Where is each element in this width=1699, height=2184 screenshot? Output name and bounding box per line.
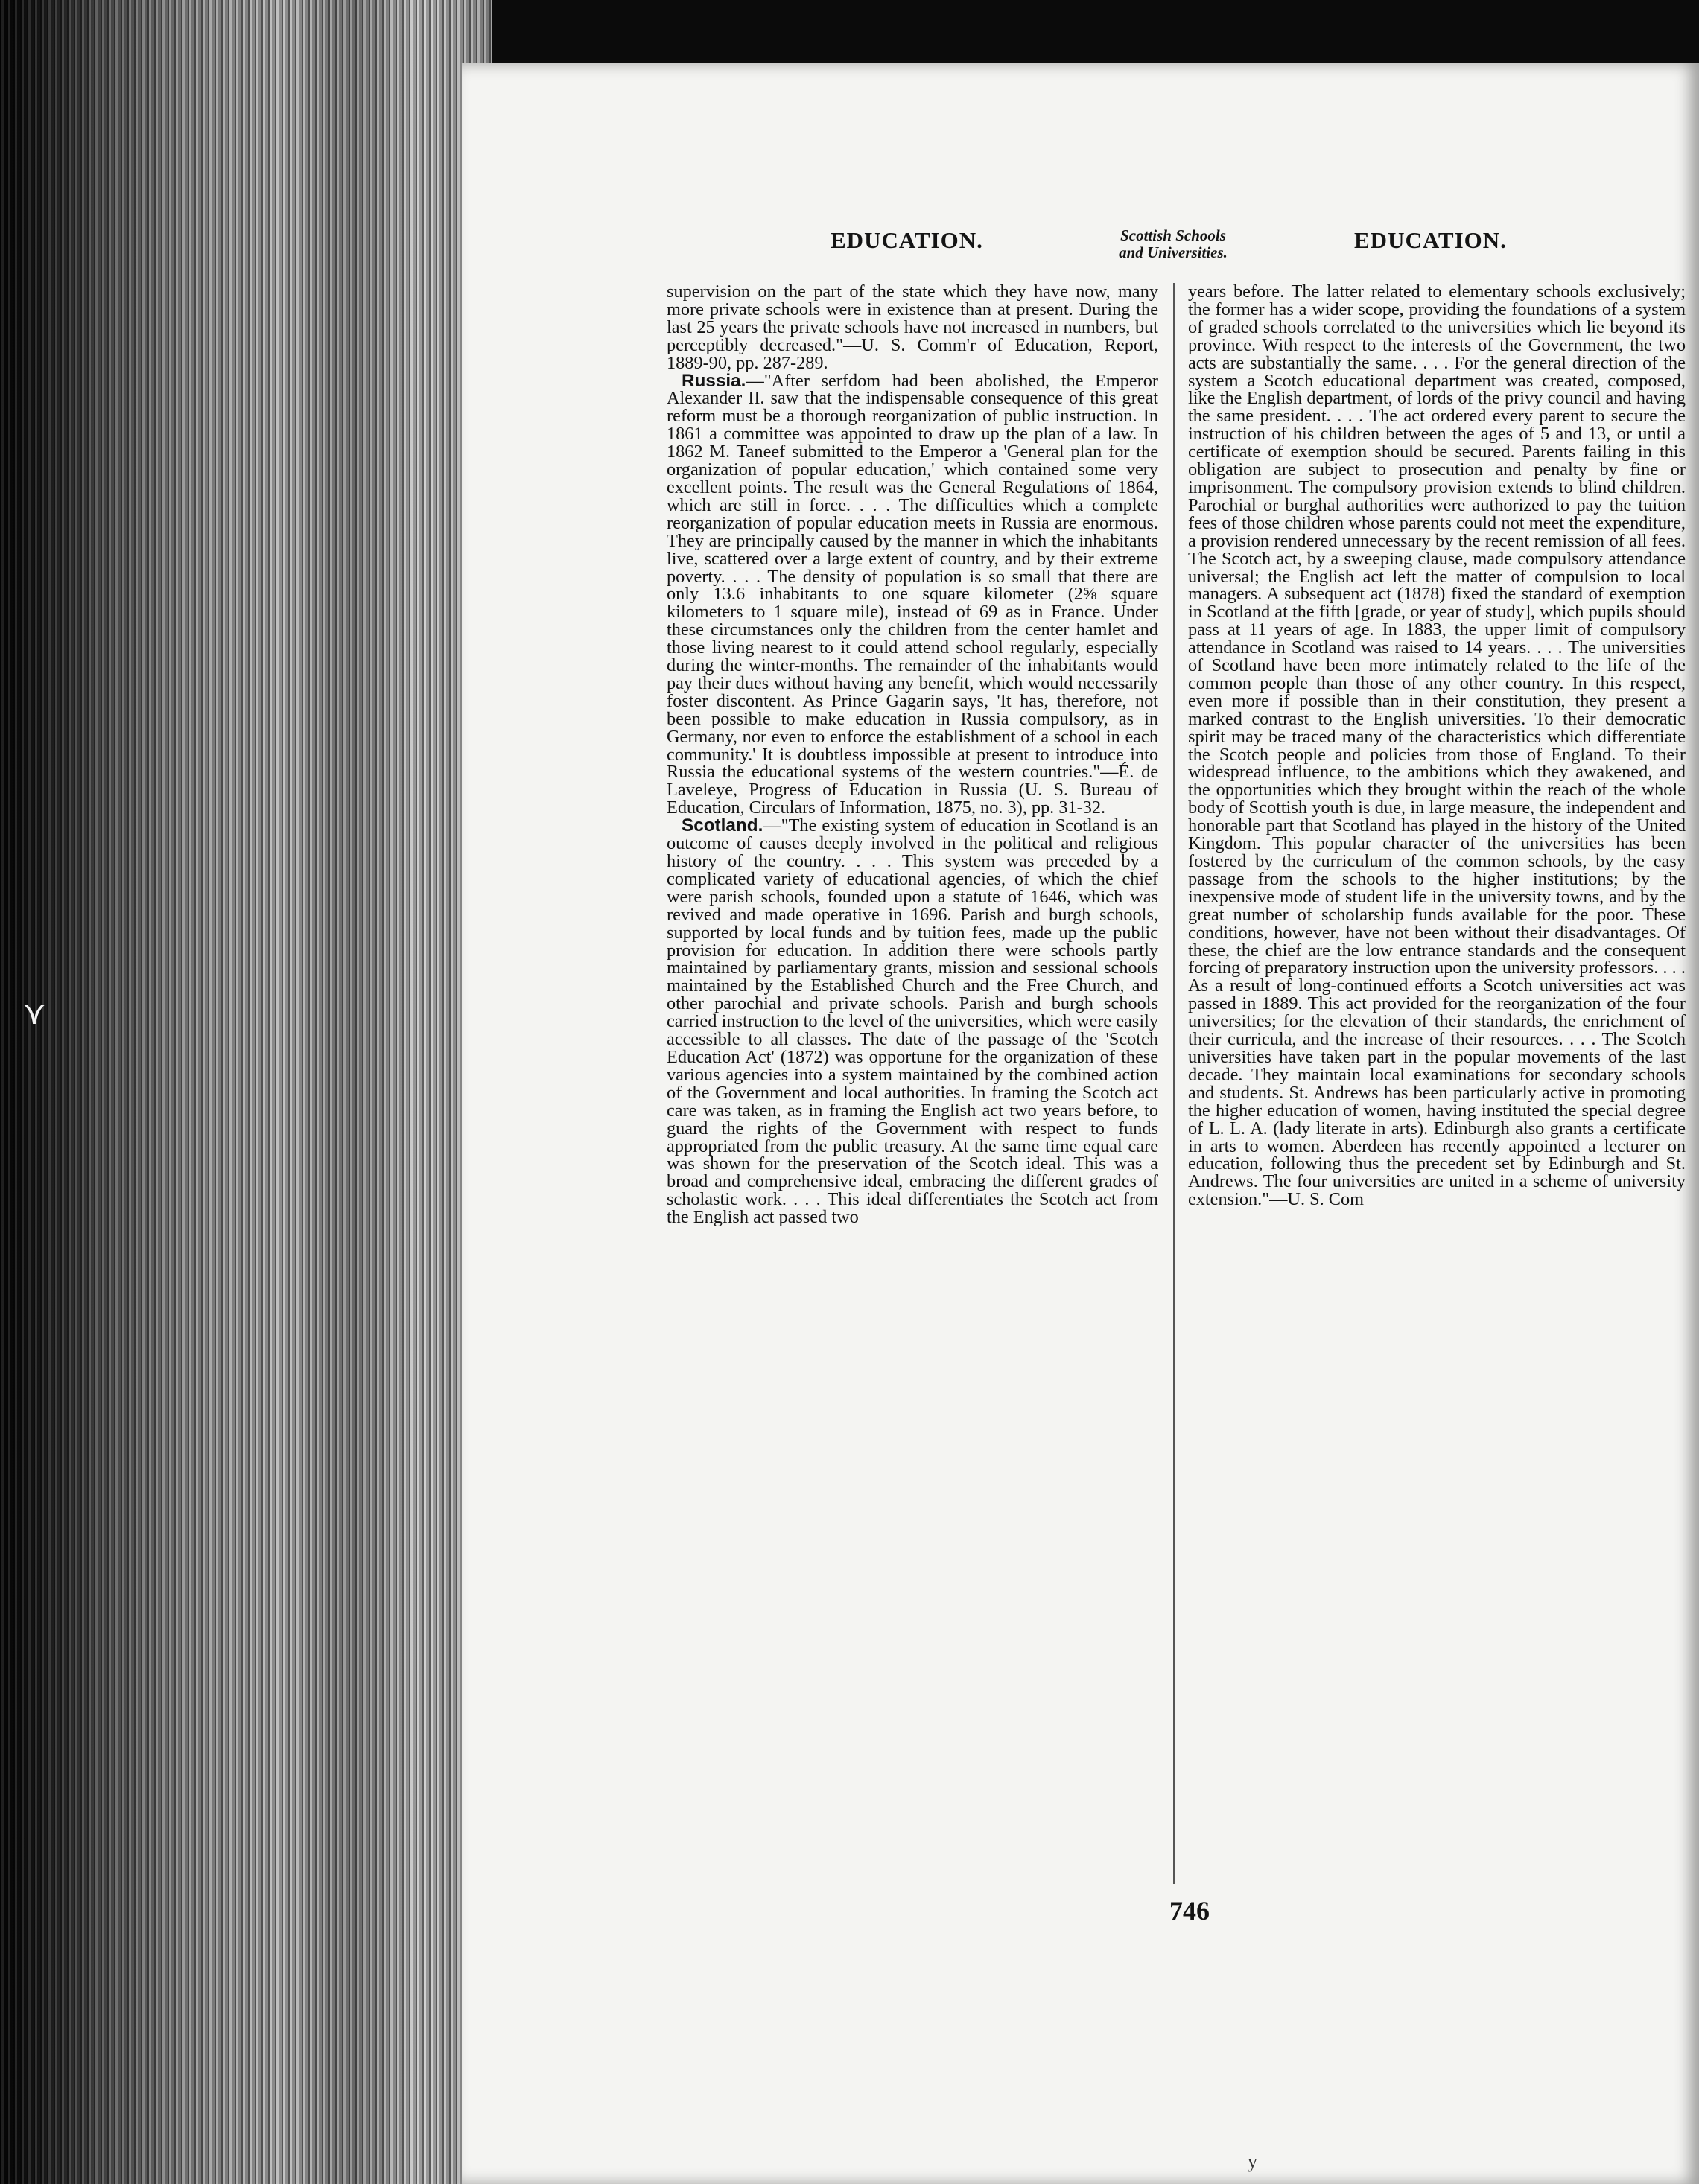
topic-line-2: and Universities. xyxy=(1119,243,1228,261)
book-spine xyxy=(0,0,492,2184)
right-column xyxy=(1188,283,1686,1884)
section-heading-scotland: Scotland. xyxy=(682,815,763,836)
page-number: 746 xyxy=(1169,1896,1210,1926)
spine-mark: ⋎ xyxy=(22,995,47,1031)
topic-line-1: Scottish Schools xyxy=(1120,226,1226,244)
running-head-left: EDUCATION. xyxy=(831,227,983,253)
russia-text: —"After serfdom had been abolished, the Emperor Alexander II. saw that the indispensable consequence of this great reform must be a thorough reorganization of public instruction. In 1861 a committee was appointed to draw up the plan of a law. In 1862 M. Taneef submitted to the Emperor a 'General plan for the organization of popular education,' which contained some very excellent points. The result was the General Regulations of 1864, which are still in force. . . . The difficulties which a complete reorganization of popular education meets in Russia are enormous. They are principally caused by the manner in which the inhabitants live, scattered over a large extent of country, and by their extreme poverty. . . . The density of population is so small that there are only 13.6 inhabitants to one square kilometer (2⅝ square kilometers to 1 square mile), instead of 69 as in France. Under these circumstances only the children from the center hamlet and those living nearest to it could attend school regularly, especially during the winter-months. The remainder of the inhabitants would pay their dues without having any benefit, which would necessarily foster discontent. As Prince Gagarin says, 'It has, therefore, not been possible to make education in Russia compulsory, as in Germany, nor even to enforce the establishment of a school in each community.' It is doubtless impossible at present to introduce into Russia the educational systems of the western countries."—É. de Laveleye, Progress of Education in Russia (U. S. Bureau of Education, Circulars of Information, 1875, no. 3), pp. 31-32. xyxy=(667,370,1158,818)
running-head-right: EDUCATION. xyxy=(1354,227,1507,253)
paragraph-scotland xyxy=(667,817,1158,1226)
running-head-topic xyxy=(1084,227,1263,261)
paragraph-russia xyxy=(667,372,1158,818)
bottom-mark: y xyxy=(1248,2150,1257,2172)
paragraph-scotland-continued: years before. The latter related to elementary schools exclusively; the former has a wider scope, providing the foundations of a system of graded schools correlated to the universities which lie beyond its province. With respect to the interests of the Government, the two acts are substantially the same. . . . For the general direction of the system a Scotch educational department was created, composed, like the English department, of lords of the privy council and having the same president. . . . The act ordered every parent to secure the instruction of his children between the ages of 5 and 13, or until a certificate of exemption should be secured. Parents failing in this obligation are subject to prosecution and penalty by fine or imprisonment. The compulsory provision extends to blind children. Parochial or burghal authorities were authorized to pay the tuition fees of those children whose parents could not meet the expenditure, a provision rendered unnecessary by the recent remission of all fees. The Scotch act, by a sweeping clause, made compulsory attendance universal; the English act left the matter of compulsion to local managers. A subsequent act (1878) fixed the standard of exemption in Scotland at the fifth [grade, or year of study], which pupils should pass at 11 years of age. In 1883, the upper limit of compulsory attendance in Scotland was raised to 14 years. . . . The universities of Scotland have been more intimately related to the life of the common people than those of any other country. In this respect, even more if possible than in their constitution, they present a marked contrast to the English universities. To their democratic spirit may be traced many of the characteristics which differentiate the Scotch people and policies from those of England. To their widespread influence, to the ambitions which they awakened, and the opportunities which they brought within the reach of the whole body of Scottish youth is due, in large measure, the independent and honorable part that Scotland has played in the history of the United Kingdom. This popular character of the universities has been fostered by the curriculum of the common schools, by the easy passage from the schools to the higher institutions; by the inexpensive mode of student life in the university towns, and by the great number of scholarship funds available for the poor. These conditions, however, have not been without their disadvantages. Of these, the chief are the low entrance standards and the consequent forcing of preparatory instruction upon the university professors. . . . As a result of long-continued efforts a Scotch universities act was passed in 1889. This act provided for the reorganization of the four universities; for the elevation of their standards, the enrichment of their curricula, and the increase of their resources. . . . The Scotch universities have taken part in the popular movements of the last decade. They maintain local examinations for secondary schools and students. St. Andrews has been particularly active in promoting the higher education of women, having instituted the special degree of L. L. A. (lady literate in arts). Edinburgh also grants a certificate in arts to women. Aberdeen has recently appointed a lecturer on education, following thus the precedent set by Edinburgh and St. Andrews. The four universities are united in a scheme of university extension."—U. S. Com xyxy=(1188,283,1686,1210)
section-heading-russia: Russia. xyxy=(682,370,746,391)
paragraph-germany-end: supervision on the part of the state which they have now, many more private schools were in existence than at present. During the last 25 years the private schools have not increased in numbers, but perceptibly decreased."—U. S. Comm'r of Education, Report, 1889-90, pp. 287-289. xyxy=(667,283,1158,373)
scotland-text: —"The existing system of education in Scotland is an outcome of causes deeply involved in the political and religious history of the country. . . . This system was preceded by a complicated variety of educational agencies, of which the chief were parish schools, founded upon a statute of 1646, which was revived and made operative in 1696. Parish and burgh schools, supported by local funds and by tuition fees, made up the public provision for education. In addition there were schools partly maintained by parliamentary grants, mission and sessional schools maintained by the Established Church and the Free Church, and other parochial and private schools. Parish and burgh schools carried instruction to the level of the universities, which were easily accessible to all classes. The date of the passage of the 'Scotch Education Act' (1872) was opportune for the organization of these various agencies into a system maintained by the combined action of the Government and local authorities. In framing the Scotch act care was taken, as in framing the English act two years before, to guard the rights of the Government with respect to funds appropriated from the public treasury. At the same time equal care was shown for the preservation of the Scotch ideal. This was a broad and comprehensive ideal, embracing the different grades of scholastic work. . . . This ideal differentiates the Scotch act from the English act passed two xyxy=(667,815,1158,1228)
left-column xyxy=(667,283,1158,1884)
column-divider xyxy=(1173,283,1175,1884)
